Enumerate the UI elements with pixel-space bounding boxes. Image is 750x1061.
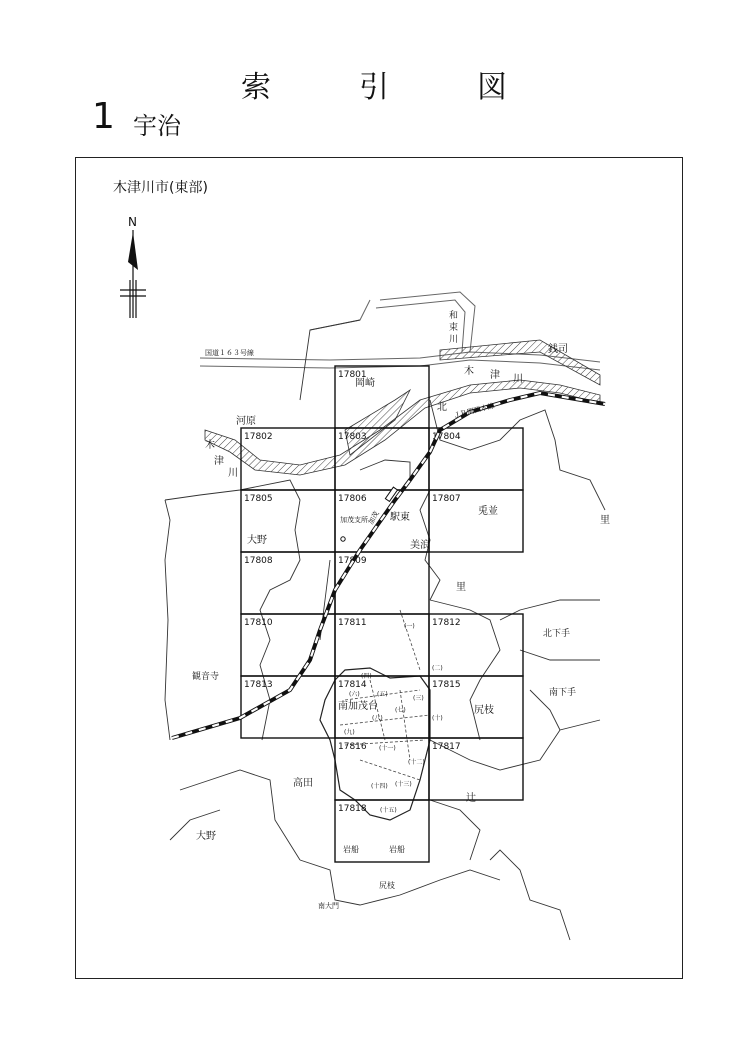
north-label: N xyxy=(128,215,137,229)
subarea-label: (十二) xyxy=(408,759,425,766)
place-ono-north: 大野 xyxy=(247,535,267,546)
place-usagi: 兎並 xyxy=(478,506,498,517)
river-label-char: 川 xyxy=(513,374,523,385)
subarea-label: (十) xyxy=(432,715,443,722)
subarea-label: (十三) xyxy=(395,781,412,788)
sheet-number: 17807 xyxy=(432,494,461,504)
subarea-label: (七) xyxy=(395,707,406,714)
title-char: 引 xyxy=(359,70,391,105)
place-iwafune-west: 岩船 xyxy=(343,845,359,854)
subarea-label: (一) xyxy=(404,623,415,630)
subarea-label: (二) xyxy=(432,665,443,672)
place-minami: 美浪 xyxy=(410,540,430,551)
section-number: 1 xyxy=(92,96,115,137)
river-label-char: 木 xyxy=(205,440,215,451)
route-163-road xyxy=(200,292,600,370)
place-zeni: 銭司 xyxy=(548,344,568,355)
river-label-char: 川 xyxy=(228,468,238,479)
minami-kamodai-area xyxy=(320,668,430,820)
map-caption: 木津川市(東部) xyxy=(113,180,208,196)
sheet-number: 17806 xyxy=(338,494,367,504)
place-shirieda-south: 尻枝 xyxy=(379,881,395,890)
sheet-number: 17804 xyxy=(432,432,461,442)
sheet-number: 17802 xyxy=(244,432,273,442)
subarea-label: (九) xyxy=(344,729,355,736)
subarea-label: (五) xyxy=(377,691,388,698)
place-minamioomon: 南大門 xyxy=(318,902,339,910)
section-name: 宇治 xyxy=(133,112,181,140)
place-kannonji: 観音寺 xyxy=(192,672,220,682)
sheet-number: 17818 xyxy=(338,804,367,814)
place-shirieda: 尻枝 xyxy=(474,705,494,716)
north-arrow-icon xyxy=(120,215,146,318)
sheet-number: 17810 xyxy=(244,618,273,628)
place-minamishimote: 南下手 xyxy=(549,688,577,698)
sheet-number: 17815 xyxy=(432,680,461,690)
jr-line-label: ＪＲ関西本線 xyxy=(452,402,496,420)
place-kawara: 河原 xyxy=(236,416,256,427)
river-label-char: 津 xyxy=(490,370,500,381)
sheet-number: 17817 xyxy=(432,742,461,752)
place-kita: 北 xyxy=(437,402,447,413)
title-char: 図 xyxy=(477,70,509,105)
place-okazaki: 岡崎 xyxy=(355,378,375,389)
sheet-number: 17816 xyxy=(338,742,367,752)
sheet-number: 17803 xyxy=(338,432,367,442)
sheet-number: 17814 xyxy=(338,680,367,690)
sheet-number: 17809 xyxy=(338,556,367,566)
sheet-number: 17801 xyxy=(338,370,367,380)
river-label-char: 津 xyxy=(214,456,224,467)
kamo-office-label: 加茂支所 xyxy=(340,516,368,524)
river-label-char: 木 xyxy=(464,366,474,377)
place-ono-south: 大野 xyxy=(196,831,216,842)
place-sato: 里 xyxy=(456,582,466,593)
place-minamikamodai: 南加茂台 xyxy=(338,701,378,712)
kamo-station-label: 加茂 xyxy=(366,509,381,526)
sheet-number: 17811 xyxy=(338,618,367,628)
title-char: 索 xyxy=(241,70,273,105)
sheet-number: 17813 xyxy=(244,680,273,690)
wazuka-river-char: 和 xyxy=(449,311,459,321)
sheet-number: 17805 xyxy=(244,494,273,504)
place-tsuji: 辻 xyxy=(466,793,476,804)
place-sato-east: 里 xyxy=(600,515,610,526)
place-takada: 高田 xyxy=(293,778,313,789)
route-163-label: 国道１６３号線 xyxy=(205,349,254,357)
place-iwafune-east: 岩船 xyxy=(389,845,405,854)
subarea-label: (六) xyxy=(349,691,360,698)
subarea-label: (十一) xyxy=(379,745,396,752)
office-icon xyxy=(341,537,345,541)
subarea-label: (三) xyxy=(413,695,424,702)
subarea-label: (四) xyxy=(361,673,372,680)
place-kitashimote: 北下手 xyxy=(543,629,571,639)
wazuka-river-char: 川 xyxy=(449,335,459,345)
place-ekihigashi: 駅東 xyxy=(390,512,410,523)
subarea-label: (十四) xyxy=(371,783,388,790)
sheet-number: 17812 xyxy=(432,618,461,628)
subarea-label: (十五) xyxy=(380,807,397,814)
subarea-label: (八) xyxy=(372,715,383,722)
wazuka-river-char: 束 xyxy=(449,323,459,333)
sheet-number: 17808 xyxy=(244,556,273,566)
